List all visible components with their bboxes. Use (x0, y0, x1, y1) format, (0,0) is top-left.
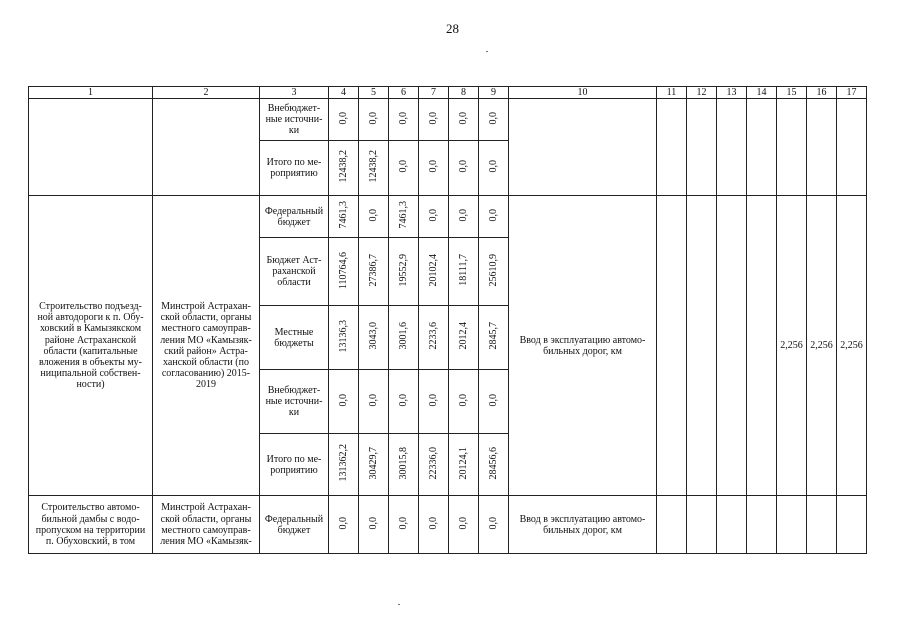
header-label: 6 (401, 87, 406, 98)
amount-value: 0,0 (457, 208, 469, 222)
result-cell-13 (717, 196, 747, 496)
result-cell-12 (687, 99, 717, 196)
indicator-cell (509, 99, 657, 196)
amount-value: 12438,2 (337, 150, 349, 183)
amount-cell (479, 141, 509, 196)
amount-value: 0,0 (427, 516, 439, 530)
block1-row (29, 99, 867, 141)
amount-value: 0,0 (457, 516, 469, 530)
amount-cell (389, 141, 419, 196)
amount-value: 0,0 (367, 208, 379, 222)
amount-value: 0,0 (397, 111, 409, 125)
funding-source-cell (260, 238, 329, 306)
header-cell-1 (29, 87, 153, 99)
amount-cell (359, 196, 389, 238)
result-cell-15 (777, 496, 807, 554)
result-value: 2,256 (840, 340, 863, 352)
result-cell-11 (657, 196, 687, 496)
amount-cell (419, 196, 449, 238)
amount-cell (419, 141, 449, 196)
result-cell-11 (657, 99, 687, 196)
amount-cell (359, 434, 389, 496)
amount-cell (389, 196, 419, 238)
amount-cell (479, 434, 509, 496)
amount-value: 0,0 (427, 160, 439, 173)
block3-row (29, 496, 867, 554)
funding-source: Итого по ме-роприятию (266, 453, 322, 476)
program-table (28, 86, 867, 554)
amount-cell (389, 434, 419, 496)
amount-cell (419, 306, 449, 370)
amount-value: 0,0 (427, 111, 439, 125)
amount-cell (359, 238, 389, 306)
header-cell-11 (657, 87, 687, 99)
amount-value: 0,0 (457, 160, 469, 173)
amount-value: 0,0 (427, 393, 439, 407)
header-cell-9 (479, 87, 509, 99)
amount-value: 2012,4 (457, 322, 469, 350)
amount-value: 0,0 (487, 208, 499, 222)
funding-source: Федеральный бюджет (264, 513, 324, 536)
page-number: 28 (446, 21, 459, 36)
event-name-cell (29, 99, 153, 196)
result-cell-12 (687, 196, 717, 496)
amount-cell (359, 496, 389, 554)
header-label: 15 (786, 87, 797, 98)
result-cell-16 (807, 496, 837, 554)
funding-source-cell (260, 141, 329, 196)
header-label: 5 (371, 87, 376, 98)
amount-value: 0,0 (367, 516, 379, 530)
amount-cell (479, 306, 509, 370)
amount-value: 27386,7 (367, 253, 379, 287)
amount-cell (359, 141, 389, 196)
funding-source-cell (260, 306, 329, 370)
event-name: Строительство автомо-бильной дамбы с водо-пропуском на территории п. Обуховский, в том (35, 502, 146, 547)
header-cell-7 (419, 87, 449, 99)
funding-source: Внебюджет-ные источни-ки (265, 102, 323, 137)
indicator-cell (509, 196, 657, 496)
amount-value: 2845,7 (487, 322, 499, 350)
amount-value: 131362,2 (337, 444, 349, 482)
amount-value: 28456,6 (487, 446, 499, 480)
amount-value: 0,0 (487, 111, 499, 125)
result-cell-11 (657, 496, 687, 554)
header-label: 3 (291, 87, 297, 98)
amount-value: 0,0 (367, 393, 379, 407)
amount-cell (389, 306, 419, 370)
result-cell-15 (777, 196, 807, 496)
amount-cell (329, 196, 359, 238)
funding-source: Местные бюджеты (274, 326, 314, 349)
header-row (29, 87, 867, 99)
header-label: 16 (816, 87, 827, 98)
amount-value: 3001,6 (397, 322, 409, 350)
result-cell-14 (747, 99, 777, 196)
header-cell-16 (807, 87, 837, 99)
header-cell-12 (687, 87, 717, 99)
amount-value: 0,0 (457, 393, 469, 407)
amount-value: 0,0 (397, 393, 409, 407)
funding-source-cell (260, 434, 329, 496)
amount-cell (329, 99, 359, 141)
amount-cell (449, 196, 479, 238)
amount-cell (359, 99, 389, 141)
amount-value: 20102,4 (427, 253, 439, 287)
result-cell-14 (747, 496, 777, 554)
funding-source: Внебюджет-ные источни-ки (265, 384, 323, 419)
amount-value: 0,0 (397, 516, 409, 530)
funding-source: Итого по ме-роприятию (266, 157, 322, 180)
amount-value: 18111,7 (457, 254, 469, 286)
funding-source-cell (260, 196, 329, 238)
amount-cell (389, 99, 419, 141)
amount-value: 25610,9 (487, 253, 499, 287)
amount-cell (449, 238, 479, 306)
amount-cell (449, 306, 479, 370)
header-cell-10 (509, 87, 657, 99)
header-label: 11 (666, 87, 677, 98)
amount-cell (479, 370, 509, 434)
amount-cell (419, 99, 449, 141)
funding-source-cell (260, 370, 329, 434)
amount-cell (389, 370, 419, 434)
executor: Минстрой Астрахан-ской области, органы местного самоуправ-ления МО «Камызяк- (160, 502, 252, 547)
amount-value: 19552,9 (397, 253, 409, 287)
result-cell-17 (837, 196, 867, 496)
amount-cell (389, 496, 419, 554)
scan-speck (398, 604, 400, 605)
amount-cell (389, 238, 419, 306)
header-label: 14 (756, 87, 767, 98)
indicator: Ввод в эксплуатацию автомо-бильных дорог, км (519, 334, 646, 357)
result-cell-16 (807, 99, 837, 196)
header-cell-3 (260, 87, 329, 99)
result-cell-16 (807, 196, 837, 496)
header-label: 4 (341, 87, 346, 98)
result-value: 2,256 (780, 340, 803, 352)
amount-cell (449, 99, 479, 141)
header-cell-8 (449, 87, 479, 99)
amount-cell (479, 99, 509, 141)
header-label: 7 (431, 87, 436, 98)
amount-value: 30429,7 (367, 446, 379, 480)
amount-value: 20124,1 (457, 446, 469, 480)
result-cell-13 (717, 99, 747, 196)
result-cell-17 (837, 496, 867, 554)
funding-source-cell (260, 496, 329, 554)
header-cell-2 (153, 87, 260, 99)
header-cell-13 (717, 87, 747, 99)
amount-cell (449, 370, 479, 434)
amount-value: 7461,3 (397, 201, 409, 229)
header-cell-17 (837, 87, 867, 99)
amount-cell (479, 196, 509, 238)
header-label: 2 (203, 87, 209, 98)
indicator: Ввод в эксплуатацию автомо-бильных дорог, км (519, 513, 646, 536)
result-cell-14 (747, 196, 777, 496)
amount-cell (419, 238, 449, 306)
header-label: 8 (461, 87, 466, 98)
amount-cell (329, 141, 359, 196)
result-value: 2,256 (810, 340, 833, 352)
amount-value: 0,0 (487, 516, 499, 530)
amount-cell (449, 434, 479, 496)
amount-cell (329, 496, 359, 554)
result-cell-17 (837, 99, 867, 196)
header-cell-15 (777, 87, 807, 99)
funding-source: Бюджет Аст-раханской области (266, 254, 322, 289)
funding-source-cell (260, 99, 329, 141)
header-label: 9 (491, 87, 496, 98)
amount-value: 30015,8 (397, 446, 409, 480)
header-label: 10 (577, 87, 588, 98)
result-cell-12 (687, 496, 717, 554)
header-cell-5 (359, 87, 389, 99)
amount-value: 3043,0 (367, 322, 379, 350)
event-name-cell (29, 496, 153, 554)
amount-value: 110764,6 (337, 251, 349, 289)
funding-source: Федеральный бюджет (264, 205, 324, 228)
scan-speck (486, 51, 488, 52)
header-cell-4 (329, 87, 359, 99)
amount-cell (479, 496, 509, 554)
amount-value: 0,0 (427, 208, 439, 222)
result-cell-13 (717, 496, 747, 554)
amount-value: 0,0 (487, 160, 499, 173)
block2-row (29, 196, 867, 238)
header-cell-14 (747, 87, 777, 99)
amount-value: 0,0 (397, 160, 409, 173)
amount-value: 0,0 (457, 111, 469, 125)
amount-cell (329, 238, 359, 306)
header-label: 17 (846, 87, 857, 98)
amount-value: 22336,0 (427, 446, 439, 480)
header-label: 12 (696, 87, 707, 98)
amount-value: 7461,3 (337, 201, 349, 229)
amount-cell (359, 370, 389, 434)
header-label: 13 (726, 87, 737, 98)
amount-cell (329, 434, 359, 496)
executor-cell (153, 196, 260, 496)
executor-cell (153, 496, 260, 554)
result-cell-15 (777, 99, 807, 196)
indicator-cell (509, 496, 657, 554)
amount-cell (419, 370, 449, 434)
amount-value: 0,0 (487, 393, 499, 407)
header-label: 1 (88, 87, 93, 98)
amount-value: 2233,6 (427, 322, 439, 350)
amount-value: 0,0 (337, 516, 349, 530)
executor-cell (153, 99, 260, 196)
amount-value: 0,0 (367, 111, 379, 125)
amount-cell (329, 306, 359, 370)
amount-cell (419, 496, 449, 554)
amount-value: 0,0 (337, 393, 349, 407)
amount-cell (449, 141, 479, 196)
event-name-cell (29, 196, 153, 496)
amount-value: 0,0 (337, 111, 349, 125)
amount-cell (479, 238, 509, 306)
event-name: Строительство подъезд-ной автодороги к п. Обу-ховский в Камызякском районе Астраханской области (капитальные вложения в объекты му-ниципальной собствен-ности) (37, 300, 144, 391)
amount-cell (419, 434, 449, 496)
amount-value: 12438,2 (367, 150, 379, 183)
amount-value: 13136,3 (337, 319, 349, 353)
executor: Минстрой Астрахан-ской области, органы местного самоуправ-ления МО «Камызяк-ский район» Астра-ханской области (по согласованию) 2015-2019 (160, 300, 252, 391)
header-cell-6 (389, 87, 419, 99)
amount-cell (329, 370, 359, 434)
amount-cell (359, 306, 389, 370)
amount-cell (449, 496, 479, 554)
